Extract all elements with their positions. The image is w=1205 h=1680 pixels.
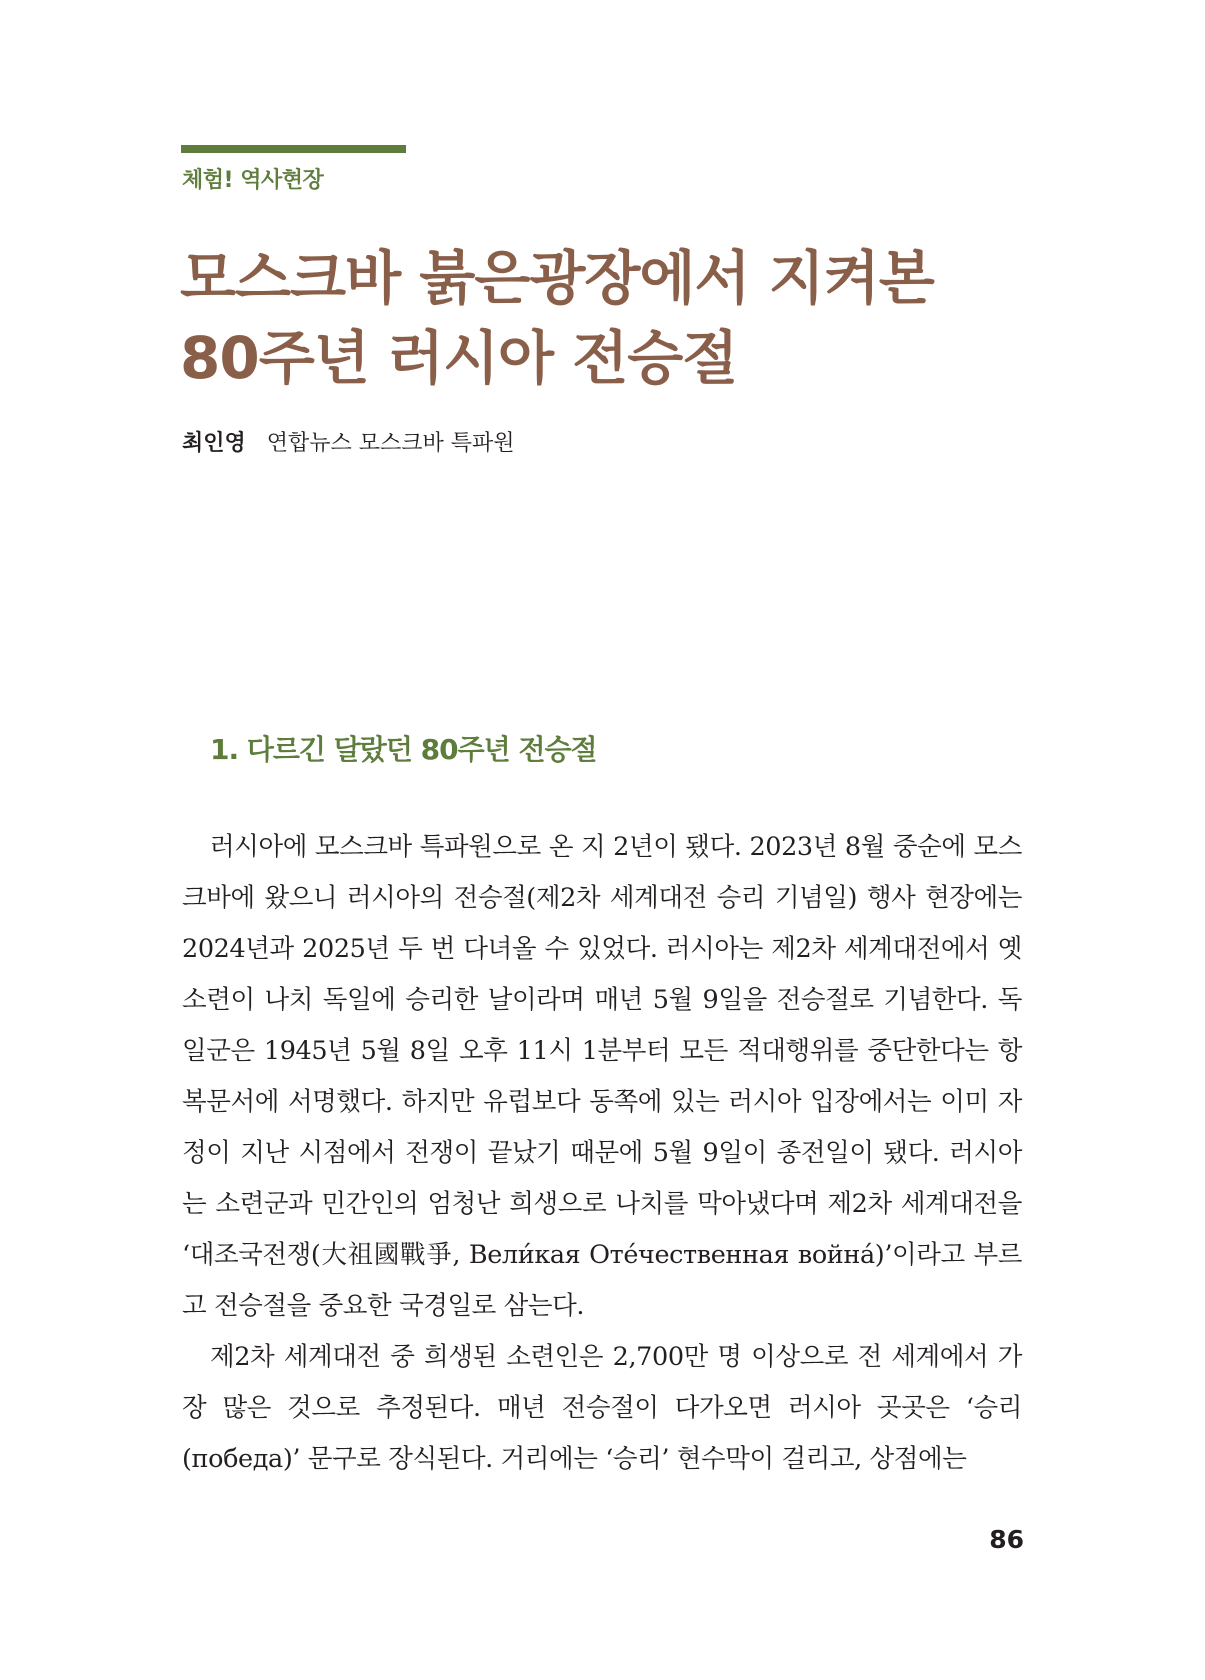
body-paragraph-2: 제2차 세계대전 중 희생된 소련인은 2,700만 명 이상으로 전 세계에서 가장 많은 것으로 추정된다. 매년 전승절이 다가오면 러시아 곳곳은 ‘승리(победа)’ 문구로 장식된다. 거리에는 ‘승리’ 현수막이 걸리고, 상점에는 — [182, 1342, 1022, 1474]
author-affiliation: 연합뉴스 모스크바 특파원 — [266, 431, 515, 456]
section-label: 체험! 역사현장 — [182, 168, 324, 193]
body-paragraph-1: 러시아에 모스크바 특파원으로 온 지 2년이 됐다. 2023년 8월 중순에 모스크바에 왔으니 러시아의 전승절(제2차 세계대전 승리 기념일) 행사 현장에는 2024년과 2025년 두 번 다녀올 수 있었다. 러시아는 제2차 세계대전에서 옛 소련이 나치 독일에 승리한 날이라며 매년 5월 9일을 전승절로 기념한다. 독일군은 1945년 5월 8일 오후 11시 1분부터 모든 적대행위를 중단한다는 항복문서에 서명했다. 하지만 유럽보다 동쪽에 있는 러시아 입장에서는 이미 자정이 지난 시점에서 전쟁이 끝났기 때문에 5월 9일이 종전일이 됐다. 러시아는 소련군과 민간인의 엄청난 희생으로 나치를 막아냈다며 제2차 세계대전을 ‘대조국전쟁(大祖國戰爭, Вели́кая Оте́чественная война́)’이라고 부르고 전승절을 중요한 국경일로 삼는다. — [182, 832, 1022, 1321]
article-body — [182, 822, 1022, 1485]
article-title-line-2: 80주년 러시아 전승절 — [180, 324, 738, 392]
header-accent-rule — [181, 145, 406, 153]
section-heading: 1. 다르긴 달랐던 80주년 전승절 — [210, 733, 597, 766]
byline — [182, 426, 515, 457]
page-number: 86 — [989, 1525, 1024, 1554]
article-title — [180, 238, 1080, 398]
author-name: 최인영 — [182, 431, 246, 456]
article-title-line-1: 모스크바 붉은광장에서 지켜본 — [180, 244, 934, 312]
